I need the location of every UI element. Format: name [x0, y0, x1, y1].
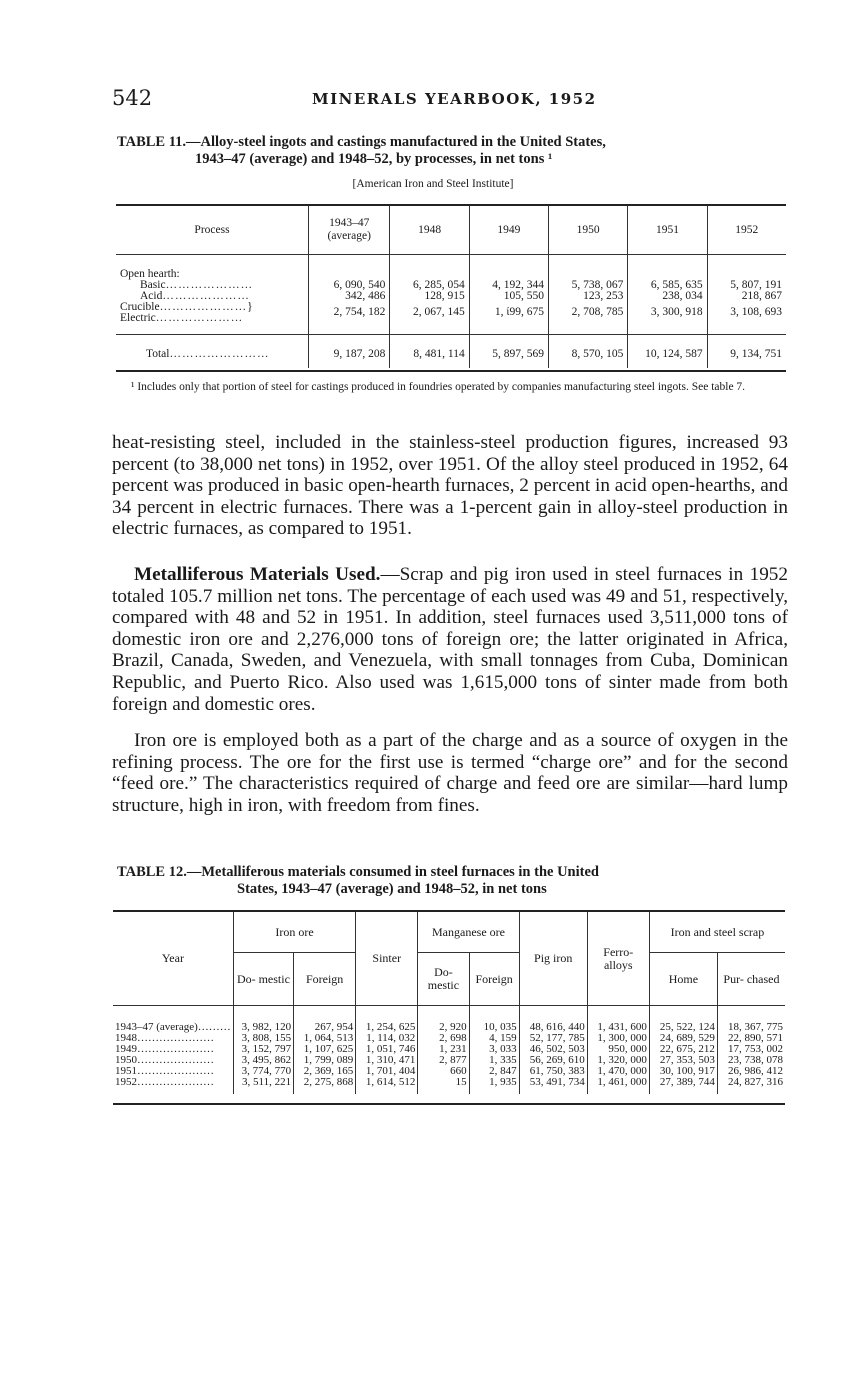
table12-body [113, 1006, 785, 1095]
table-cell: 61, 750, 383 [519, 1066, 587, 1077]
table-cell: 2, 698 [418, 1033, 469, 1044]
table-cell: 2, 708, 785 [571, 306, 624, 318]
table12-col-year: Year [113, 912, 233, 1006]
table-cell: 30, 100, 917 [649, 1066, 717, 1077]
table-cell: 238, 034 [662, 290, 703, 302]
table12-col-ferro-alloys: Ferro- alloys [587, 912, 649, 1006]
table-cell: 1, 231 [418, 1044, 469, 1055]
table12-col-iron-foreign: Foreign [294, 953, 356, 1006]
table-cell: 10, 035 [469, 1006, 519, 1034]
table12-row-year: 1948………………… [115, 1032, 214, 1044]
table12-col-sinter: Sinter [356, 912, 418, 1006]
table11-col-avg: 1943–47 (average) [309, 206, 390, 255]
table-cell: 1, 254, 625 [356, 1006, 418, 1034]
table-cell: 3, 982, 120 [233, 1006, 293, 1034]
table-cell: 3, 495, 862 [233, 1055, 293, 1066]
table-cell: 2, 067, 145 [412, 306, 465, 318]
table11-row-label: Acid [140, 290, 163, 302]
table12-row-year: 1950………………… [115, 1054, 214, 1066]
table-cell: 8, 481, 114 [390, 335, 469, 369]
table11-caption-line1: TABLE 11.—Alloy-steel ingots and castings manufactured in the United States, [117, 134, 606, 150]
table-cell: 26, 986, 412 [717, 1066, 785, 1077]
table-cell: 52, 177, 785 [519, 1033, 587, 1044]
leader-dots: ………………… [137, 1032, 214, 1044]
table-cell: 1, 431, 600 [587, 1006, 649, 1034]
table-cell: 25, 522, 124 [649, 1006, 717, 1034]
table11-col-1948: 1948 [390, 206, 469, 255]
table-cell: 27, 353, 503 [649, 1055, 717, 1066]
table-cell: 5, 807, 191 [730, 279, 782, 291]
table-cell: 2, 877 [418, 1055, 469, 1066]
table-cell: 10, 124, 587 [628, 335, 707, 369]
table-cell: 660 [418, 1066, 469, 1077]
table11-col-1949: 1949 [469, 206, 548, 255]
table-cell: 1, 335 [469, 1055, 519, 1066]
table12-col-mn-foreign: Foreign [469, 953, 519, 1006]
table12-col-iron-domestic: Do- mestic [233, 953, 293, 1006]
table11-total-label: Total [146, 348, 170, 360]
paragraph-2 [112, 564, 788, 715]
table-cell: 1, 320, 000 [587, 1055, 649, 1066]
table12-row-year: 1951………………… [115, 1065, 214, 1077]
table12-row-year: 1943–47 (average)……… [115, 1021, 231, 1033]
table11-caption-line2: 1943–47 (average) and 1948–52, by processes, in net tons ¹ [195, 151, 553, 167]
table11-row-label: Electric [120, 312, 156, 324]
table-cell: 15 [418, 1077, 469, 1094]
table-cell: 3, 300, 918 [650, 306, 703, 318]
table12-col-mn-domestic: Do- mestic [418, 953, 469, 1006]
table11-footnote: ¹ Includes only that portion of steel for castings produced in foundries operated by companies manufacturing steel ingots. See table 7. [131, 381, 746, 393]
paragraph-2-text: —Scrap and pig iron used in steel furnaces in 1952 totaled 105.7 million net tons. The percentage of each used was 49 and 51, respectively, compared with 48 and 52 in 1951. In addition, steel furnaces used 3,511,000 tons of domestic iron ore and 2,276,000 tons of foreign ore; the latter originated in Africa, Brazil, Canada, Sweden, and Venezuela, with small tonnages from Cuba, Dominican Republic, and Puerto Rico. Also used was 1,615,000 tons of sinter made from both foreign and domestic ores. [112, 564, 788, 715]
table11-bottom-rule [116, 370, 786, 372]
running-head [112, 86, 792, 110]
table11-caption [117, 134, 789, 168]
table12-col-manganese-ore: Manganese ore [418, 912, 519, 953]
table-cell: 9, 134, 751 [707, 335, 786, 369]
table-cell: 6, 585, 635 [650, 279, 703, 291]
table-cell: 1, 300, 000 [587, 1033, 649, 1044]
table-cell: 950, 000 [587, 1044, 649, 1055]
table-cell: 24, 689, 529 [649, 1033, 717, 1044]
table12-bottom-rule [113, 1103, 785, 1105]
table-cell: 342, 486 [345, 290, 386, 302]
table-cell: 3, 774, 770 [233, 1066, 293, 1077]
table-cell: 1, 701, 404 [356, 1066, 418, 1077]
table11-col-1950: 1950 [549, 206, 628, 255]
table-cell: 17, 753, 002 [717, 1044, 785, 1055]
table-cell: 5, 738, 067 [571, 279, 624, 291]
table12-caption [117, 864, 789, 898]
table-cell: 1, 935 [469, 1077, 519, 1094]
table-cell: 218, 867 [741, 290, 782, 302]
table-cell: 1, ί99, 675 [494, 306, 545, 318]
table-cell: 1, 470, 000 [587, 1066, 649, 1077]
page-number: 542 [112, 86, 153, 110]
table-cell: 1, 051, 746 [356, 1044, 418, 1055]
table12 [113, 912, 785, 1094]
table-cell: 24, 827, 316 [717, 1077, 785, 1094]
table-cell: 1, 107, 625 [294, 1044, 356, 1055]
table-row [113, 1077, 785, 1094]
table-cell: 6, 090, 540 [333, 279, 386, 291]
leader-dots: ………………… [137, 1076, 214, 1088]
paragraph-2-heading: Metalliferous Materials Used. [134, 564, 381, 585]
table12-caption-line1: TABLE 12.—Metalliferous materials consumed in steel furnaces in the United [117, 864, 599, 880]
table12-row-year: 1949………………… [115, 1043, 214, 1055]
table-cell: 27, 389, 744 [649, 1077, 717, 1094]
table-cell: 46, 502, 503 [519, 1044, 587, 1055]
table-cell: 1, 799, 089 [294, 1055, 356, 1066]
table-cell: 2, 920 [418, 1006, 469, 1034]
table-cell: 18, 367, 775 [717, 1006, 785, 1034]
table-cell: 2, 847 [469, 1066, 519, 1077]
table-cell: 1, 064, 513 [294, 1033, 356, 1044]
table-cell: 2, 275, 868 [294, 1077, 356, 1094]
table11-source: [American Iron and Steel Institute] [352, 178, 514, 190]
table-cell: 3, 108, 693 [730, 306, 782, 318]
table-cell: 53, 491, 734 [519, 1077, 587, 1094]
table11-col-1952: 1952 [707, 206, 786, 255]
table-cell: 123, 253 [583, 290, 624, 302]
table-cell: 6, 285, 054 [412, 279, 465, 291]
table-cell: 3, 152, 797 [233, 1044, 293, 1055]
table-cell: 9, 187, 208 [309, 335, 390, 369]
table-row [113, 1006, 785, 1034]
table11-group-label: Open hearth: [120, 268, 180, 280]
table-cell: 3, 033 [469, 1044, 519, 1055]
leader-dots: ………………… [137, 1054, 214, 1066]
table11-col-1951: 1951 [628, 206, 707, 255]
leader-dots: ………………… [137, 1065, 214, 1077]
table12-col-scrap: Iron and steel scrap [649, 912, 785, 953]
table12-row-year: 1952………………… [115, 1076, 214, 1088]
table-cell: 22, 890, 571 [717, 1033, 785, 1044]
table-cell: 5, 897, 569 [469, 335, 548, 369]
table-cell: 105, 550 [503, 290, 545, 302]
table-cell: 4, 192, 344 [492, 279, 545, 291]
table12-col-purchased: Pur- chased [717, 953, 785, 1006]
table-cell: 267, 954 [294, 1006, 356, 1034]
table-cell: 1, 614, 512 [356, 1077, 418, 1094]
table-cell: 8, 570, 105 [549, 335, 628, 369]
table11-row-label: Basic [140, 279, 166, 291]
leader-dots: ………………… [137, 1043, 214, 1055]
table12-col-pig-iron: Pig iron [519, 912, 587, 1006]
table-row: Total…………………… 9, 187, 208 8, 481, 114 5, 897, 569 8, 570, 105 10, 124, 587 9, 134, 751 [116, 335, 786, 369]
table-cell: 1, 114, 032 [356, 1033, 418, 1044]
table11-col-process: Process [194, 223, 230, 236]
table-cell: 4, 159 [469, 1033, 519, 1044]
table-cell: 128, 915 [424, 290, 465, 302]
table-cell: 56, 269, 610 [519, 1055, 587, 1066]
table-cell: 2, 369, 165 [294, 1066, 356, 1077]
table-cell: 48, 616, 440 [519, 1006, 587, 1034]
table12-col-iron-ore: Iron ore [233, 912, 355, 953]
table12-col-home: Home [649, 953, 717, 1006]
table-cell: 3, 808, 155 [233, 1033, 293, 1044]
table-cell: 1, 310, 471 [356, 1055, 418, 1066]
table-cell: 23, 738, 078 [717, 1055, 785, 1066]
table11 [116, 206, 786, 368]
table-cell: 1, 461, 000 [587, 1077, 649, 1094]
table12-caption-line2: States, 1943–47 (average) and 1948–52, in net tons [237, 881, 547, 897]
table-row: Open hearth: Basic………………… Acid………………… Crucible…………………} Electric………………… 6, 090, 540 342, 486 2, 754, 182 6, 285, 054 128, 915 2, 067, 145 4, 192, 344 105, 550 1, ί99, 675 5, 738, 067 123, 253 2, 708, 785 6, 585, 635 238, 034 3, 300, 918 5, 807, 191 218, 867 3, 108, 693 [116, 255, 786, 335]
table-cell: 2, 754, 182 [333, 306, 386, 318]
leader-dots: ……… [197, 1021, 231, 1033]
paragraph-1: heat-resisting steel, included in the stainless-steel production figures, increased 93 percent (to 38,000 net tons) in 1952, over 1951. Of the alloy steel produced in 1952, 64 percent was produced in basic open-hearth furnaces, 2 percent in acid open-hearths, and 34 percent in electric furnaces. There was a 1-percent gain in alloy-steel production in electric furnaces, as compared to 1951. [112, 432, 788, 540]
table-cell: 22, 675, 212 [649, 1044, 717, 1055]
running-title: MINERALS YEARBOOK, 1952 [312, 90, 597, 108]
table11-row-label: Crucible [120, 301, 160, 313]
paragraph-3: Iron ore is employed both as a part of the charge and as a source of oxygen in the refining process. The ore for the first use is termed “charge ore” and for the second “feed ore.” The characteristics required of charge and feed ore are similar—hard lump structure, high in iron, with freedom from fines. [112, 730, 788, 816]
table-cell: 3, 511, 221 [233, 1077, 293, 1094]
